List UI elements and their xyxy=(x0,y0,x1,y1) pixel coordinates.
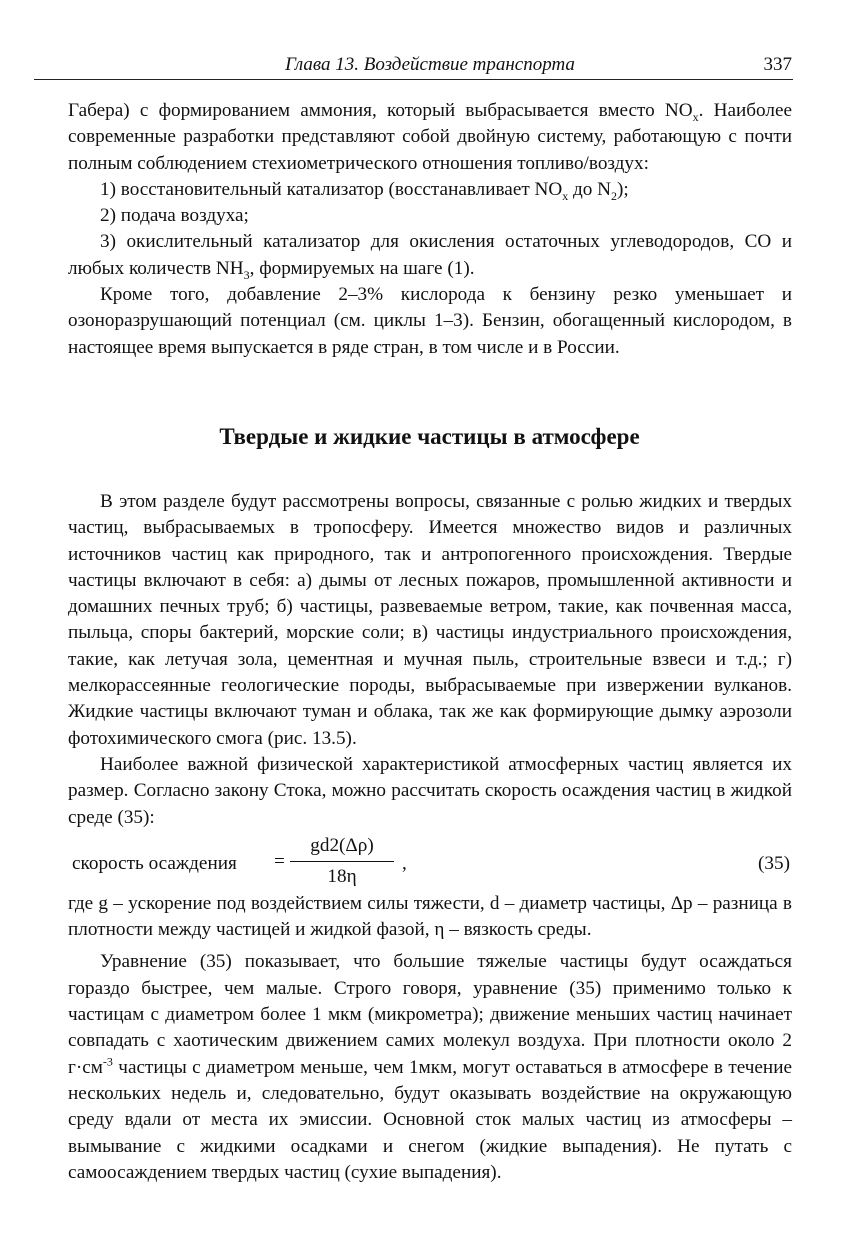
fraction-bar xyxy=(290,861,394,862)
formula-comma: , xyxy=(402,852,407,874)
list-item-1: 1) восстановительный катализатор (восстанавливает $NO_x$ до $N_2$); xyxy=(100,178,629,203)
formula-label: скорость осаждения xyxy=(72,852,237,874)
list-item-2: 2) подача воздуха; xyxy=(100,205,249,227)
list-item-3: 3) окислительный катализатор для окисления остаточных углеводородов, СО и любых количеств $NH_3$, формируемых на шаге (1). xyxy=(68,231,792,282)
page-number: 337 xyxy=(763,54,792,75)
paragraph-5: где g – ускорение под воздействием силы тяжести, d – диаметр частицы, Δр – разница в плотности между частицей и жидкой фазой, η – вязкость среды. xyxy=(68,892,792,941)
paragraph-4: Наиболее важной физической характеристикой атмосферных частиц является их размер. Согласно закону Стока, можно рассчитать скорость осаждения частиц в жидкой среде (35): xyxy=(68,753,792,828)
formula-denominator: 18η xyxy=(327,865,357,887)
formula-numerator: gd2(Δρ) xyxy=(310,834,374,856)
paragraph-1: Габера) с формированием аммония, который выбрасывается вместо $NO_x$. Наиболее современные разработки представляют собой двойную систему, работающую с почти полным соблюдением стехиометрического отношения топливо/воздух: xyxy=(68,100,792,174)
paragraph-3: В этом разделе будут рассмотрены вопросы, связанные с ролью жидких и твердых частиц, выбрасываемых в тропосферу. Имеется множество видов и различных источников частиц как природного, так и антропогенного происхождения. Твердые частицы включают в себя: а) дымы от лесных пожаров, промышленной активности и домашних печных труб; б) частицы, развеваемые ветром, такие, как почвенная масса, пыльца, споры бактерий, морские соли; в) частицы индустриального происхождения, такие, как летучая зола, цементная и мучная пыль, строительные взвеси и т.д.; г) мелкорассеянные геологические породы, выбрасываемые при извержении вулканов. Жидкие частицы включают туман и облака, так же как формирующие дымку аэрозоли фотохимического смога (рис. 13.5). xyxy=(68,491,792,749)
running-head xyxy=(68,50,792,80)
formula-equals: = xyxy=(274,850,285,872)
formula-fraction xyxy=(290,833,394,890)
chapter-title: Глава 13. Воздействие транспорта xyxy=(285,54,575,75)
intro-block xyxy=(68,98,792,361)
header-rule xyxy=(34,79,793,80)
section-body xyxy=(68,489,792,1186)
section-heading: Твердые и жидкие частицы в атмосфере xyxy=(219,424,640,449)
formula-number: (35) xyxy=(758,852,790,874)
formula-35 xyxy=(68,831,792,891)
paragraph-6: Уравнение (35) показывает, что большие тяжелые частицы будут осаждаться гораздо быстрее, чем малые. Строго говоря, уравнение (35) применимо только к частицам с диаметром более 1 мкм (микрометра); движение меньших частиц начинает совпадать с хаотическим движением самих молекул воздуха. При плотности около 2 $г\cdot см^{-3}$ частицы с диаметром меньше, чем 1мкм, могут оставаться в атмосфере в течение нескольких недель и, следовательно, будут оказывать воздействие на окружающую среду вдали от места их эмиссии. Основной сток малых частиц из атмосферы – вымывание с жидкими осадками и снегом (жидкие выпадения). Не путать с самоосаждением твердых частиц (сухие выпадения). xyxy=(68,951,792,1183)
paragraph-2: Кроме того, добавление 2–3% кислорода к бензину резко уменьшает и озоноразрушающий потенциал (см. циклы 1–3). Бензин, обогащенный кислородом, в настоящее время выпускается в ряде стран, в том числе и в России. xyxy=(68,284,792,358)
